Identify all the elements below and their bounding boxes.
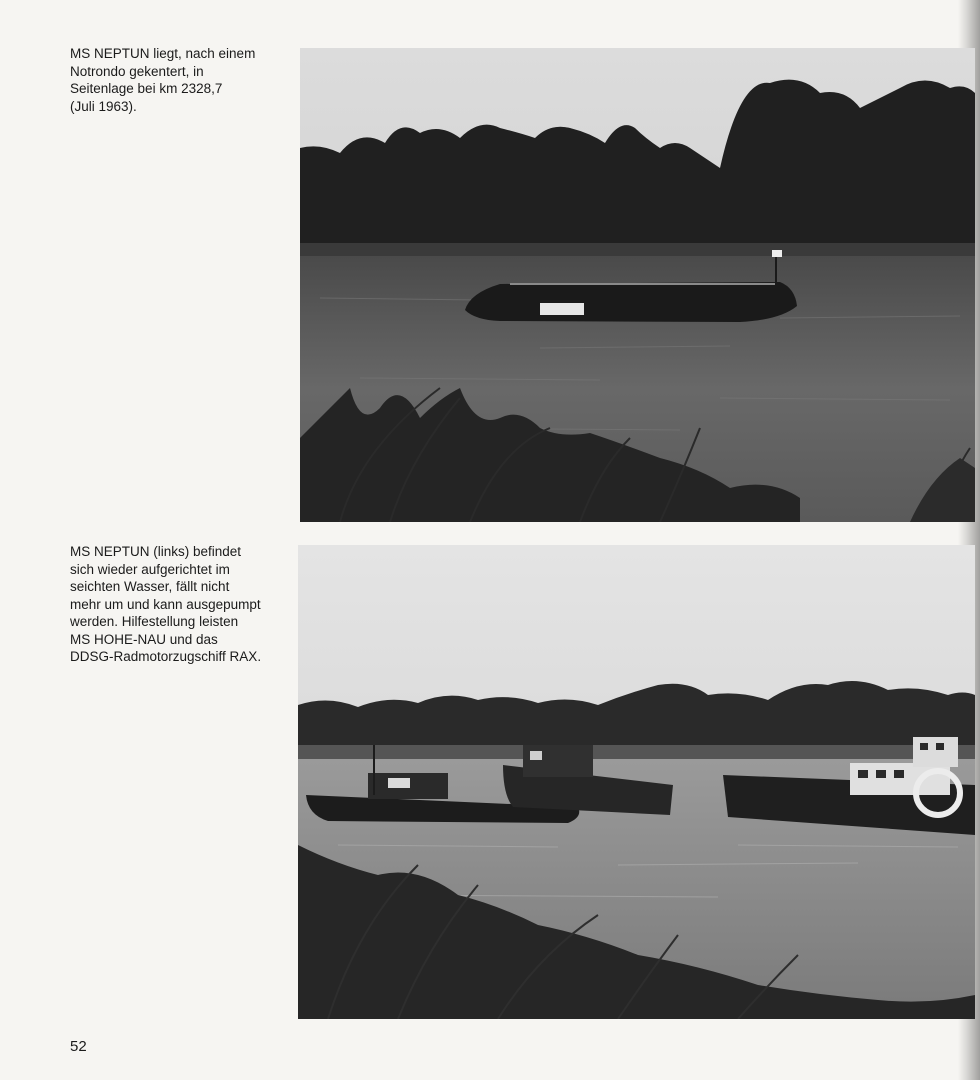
photo-capsized-neptun: [300, 48, 975, 522]
caption-top: MS NEPTUN liegt, nach einem Notrondo gekentert, in Seitenlage bei km 2328,7 (Juli 1963).: [70, 46, 256, 114]
caption-bottom: MS NEPTUN (links) befindet sich wieder aufgerichtet im seichten Wasser, fällt nicht mehr um und kann ausgepumpt werden. Hilfestellung leisten MS HOHE-NAU und das DDSG-Radmotorzugschiff RAX.: [70, 544, 262, 664]
photo-neptun-salvage: [298, 545, 975, 1019]
page-number: 52: [70, 1038, 87, 1055]
